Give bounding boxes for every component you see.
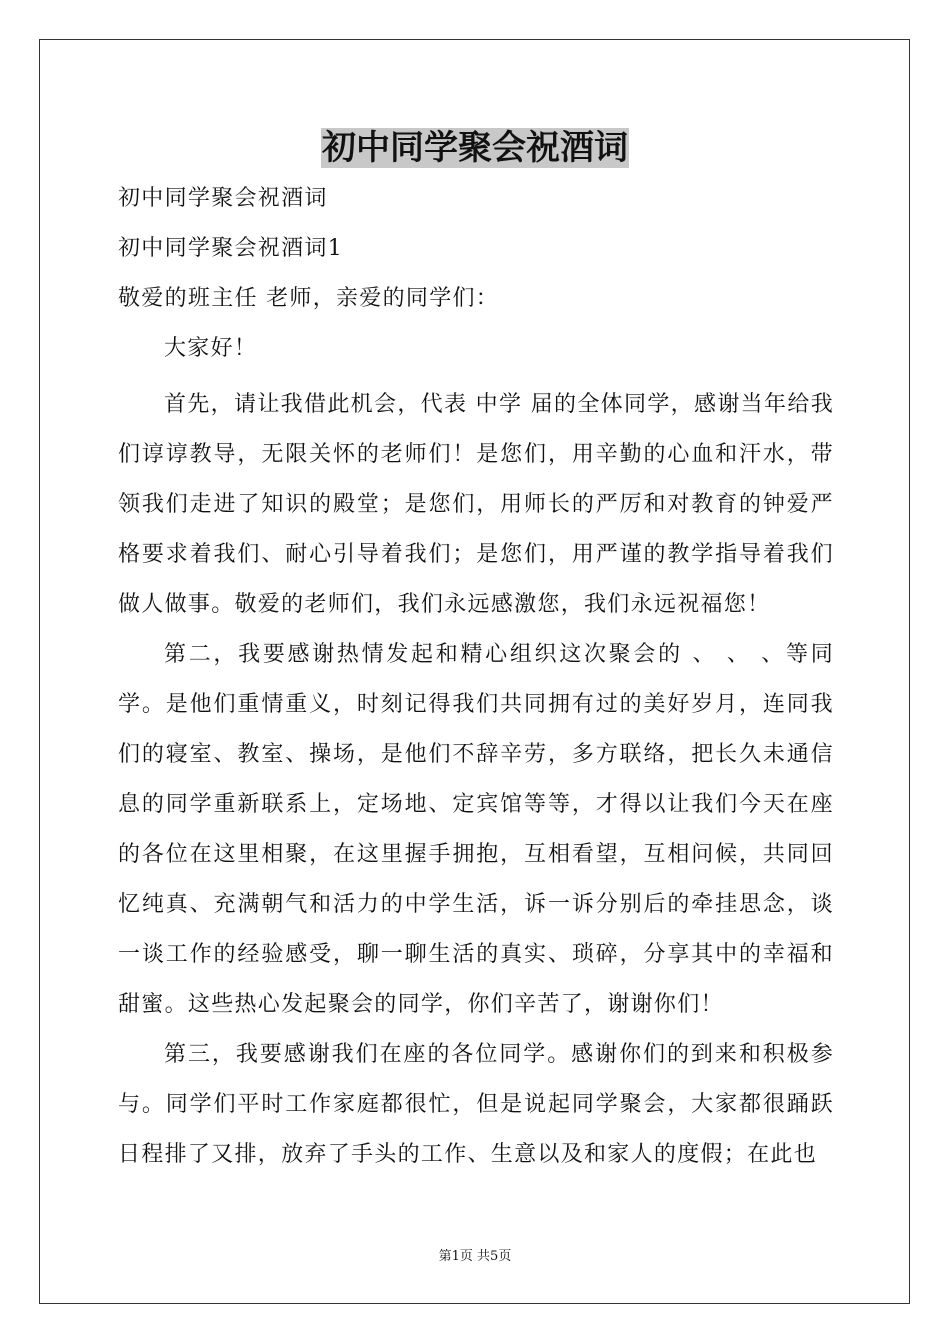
page-footer: 第1页 共5页 — [438, 1249, 512, 1264]
paragraph-third: 第三，我要感谢我们在座的各位同学。感谢你们的到来和积极参与。同学们平时工作家庭都很忙，但是说起同学聚会，大家都很踊跃日程排了又排，放弃了手头的工作、生意以及和家人的度假；在此也 — [118, 1042, 834, 1167]
greeting: 大家好！ — [164, 336, 258, 361]
title-container — [0, 128, 950, 168]
salutation: 敬爱的班主任 老师，亲爱的同学们： — [118, 286, 500, 311]
section-heading: 初中同学聚会祝酒词1 — [118, 236, 343, 261]
subtitle-line: 初中同学聚会祝酒词 — [118, 186, 328, 211]
document-body — [118, 180, 834, 1180]
document-title: 初中同学聚会祝酒词 — [322, 128, 628, 168]
paragraph-first: 首先，请让我借此机会，代表 中学 届的全体同学，感谢当年给我们谆谆教导，无限关怀的老师们！是您们，用辛勤的心血和汗水，带领我们走进了知识的殿堂；是您们，用师长的严厉和对教育的钟爱严格要求着我们、耐心引导着我们；是您们，用严谨的教学指导着我们做人做事。敬爱的老师们，我们永远感激您，我们永远祝福您！ — [118, 392, 834, 617]
paragraph-second: 第二，我要感谢热情发起和精心组织这次聚会的 、 、 、等同学。是他们重情重义，时刻记得我们共同拥有过的美好岁月，连同我们的寝室、教室、操场，是他们不辞辛劳，多方联络，把长久未通信息的同学重新联系上，定场地、定宾馆等等，才得以让我们今天在座的各位在这里相聚，在这里握手拥抱，互相看望，互相问候，共同回忆纯真、充满朝气和活力的中学生活，诉一诉分别后的牵挂思念，谈一谈工作的经验感受，聊一聊生活的真实、琐碎，分享其中的幸福和甜蜜。这些热心发起聚会的同学，你们辛苦了，谢谢你们！ — [118, 642, 834, 1017]
